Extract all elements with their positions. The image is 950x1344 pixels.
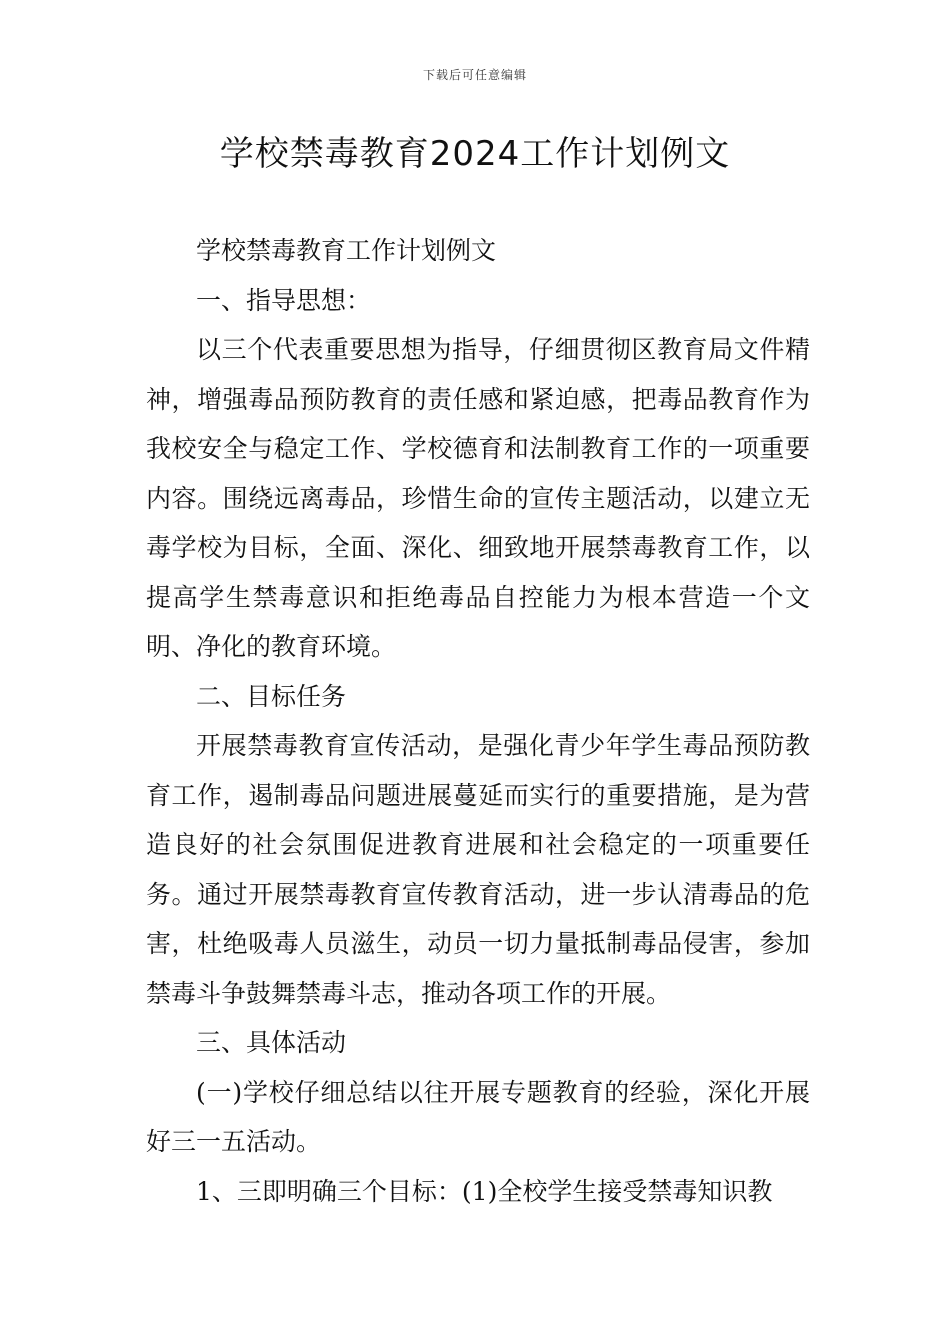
document-title: 学校禁毒教育2024工作计划例文 [219, 134, 731, 174]
body-paragraph: 以三个代表重要思想为指导，仔细贯彻区教育局文件精神，增强毒品预防教育的责任感和紧迫感，把毒品教育作为我校安全与稳定工作、学校德育和法制教育工作的一项重要内容。围绕远离毒品，珍惜生命的宣传主题活动，以建立无毒学校为目标，全面、深化、细致地开展禁毒教育工作，以提高学生禁毒意识和拒绝毒品自控能力为根本营造一个文明、净化的教育环境。 [146, 335, 810, 661]
body-paragraph: 1、三即明确三个目标：(1)全校学生接受禁毒知识教 [196, 1176, 773, 1206]
body-paragraph: (一)学校仔细总结以往开展专题教育的经验，深化开展好三一五活动。 [146, 1077, 810, 1156]
section-heading-guiding-ideology: 一、指导思想： [196, 285, 372, 315]
subtitle-paragraph: 学校禁毒教育工作计划例文 [196, 236, 497, 265]
document-body [146, 226, 810, 1216]
header-note: 下载后可任意编辑 [422, 68, 527, 82]
section-heading-goals: 二、目标任务 [196, 681, 347, 711]
body-paragraph: 开展禁毒教育宣传活动，是强化青少年学生毒品预防教育工作，遏制毒品问题进展蔓延而实行的重要措施，是为营造良好的社会氛围促进教育进展和社会稳定的一项重要任务。通过开展禁毒教育宣传教育活动，进一步认清毒品的危害，杜绝吸毒人员滋生，动员一切力量抵制毒品侵害，参加禁毒斗争鼓舞禁毒斗志，推动各项工作的开展。 [146, 731, 810, 1008]
section-heading-activities: 三、具体活动 [196, 1028, 347, 1057]
